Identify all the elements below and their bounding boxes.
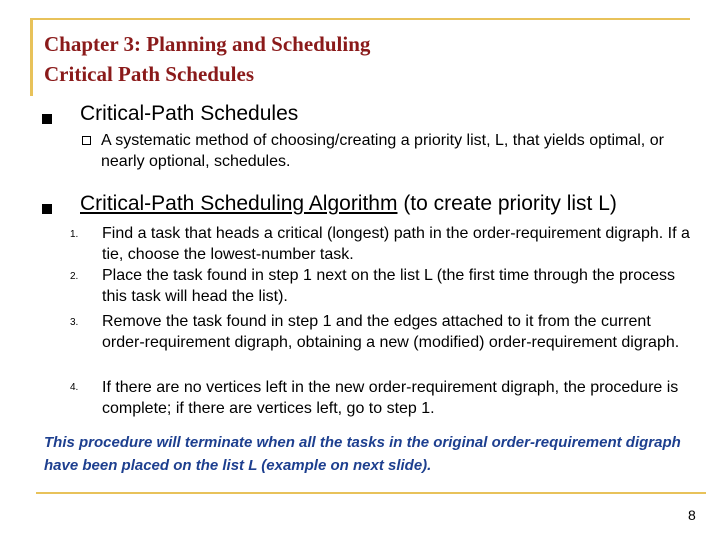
sub-bullet-text: A systematic method of choosing/creating a priority list, L, that yields optimal, or nearly optional, schedules. bbox=[101, 132, 664, 170]
algorithm-title-underlined: Critical-Path Scheduling Algorithm bbox=[80, 192, 398, 215]
step-number-2: 2. bbox=[70, 271, 79, 282]
accent-bottom-line bbox=[36, 492, 706, 494]
page-number: 8 bbox=[688, 507, 696, 523]
square-bullet-icon bbox=[42, 114, 52, 124]
step-text-4: If there are no vertices left in the new order-requirement digraph, the procedure is complete; if there are vertices left, go to step 1. bbox=[102, 379, 679, 417]
step-number-1: 1. bbox=[70, 229, 79, 240]
bullet-heading-2 bbox=[80, 191, 617, 217]
slide-title bbox=[44, 29, 370, 89]
square-bullet-icon bbox=[42, 204, 52, 214]
accent-top-line bbox=[30, 18, 690, 20]
title-line-1: Chapter 3: Planning and Scheduling bbox=[44, 32, 371, 56]
step-number-4: 4. bbox=[70, 382, 79, 393]
bullet-heading-1: Critical-Path Schedules bbox=[80, 102, 299, 125]
step-text-2: Place the task found in step 1 next on the list L (the first time through the process this task will head the list). bbox=[102, 267, 676, 305]
summary-note: This procedure will terminate when all the tasks in the original order-requirement digraph have been placed on the list L (example on next slide). bbox=[44, 434, 681, 474]
title-line-2: Critical Path Schedules bbox=[44, 62, 254, 86]
step-number-3: 3. bbox=[70, 317, 79, 328]
algorithm-title-rest: (to create priority list L) bbox=[397, 192, 617, 215]
step-text-1: Find a task that heads a critical (longest) path in the order-requirement digraph. If a tie, choose the lowest-number task. bbox=[102, 225, 690, 263]
step-text-3: Remove the task found in step 1 and the edges attached to it from the current order-requirement digraph, obtaining a new (modified) order-requirement digraph. bbox=[102, 313, 680, 351]
open-square-bullet-icon bbox=[82, 136, 91, 145]
accent-vertical-line bbox=[30, 18, 33, 96]
